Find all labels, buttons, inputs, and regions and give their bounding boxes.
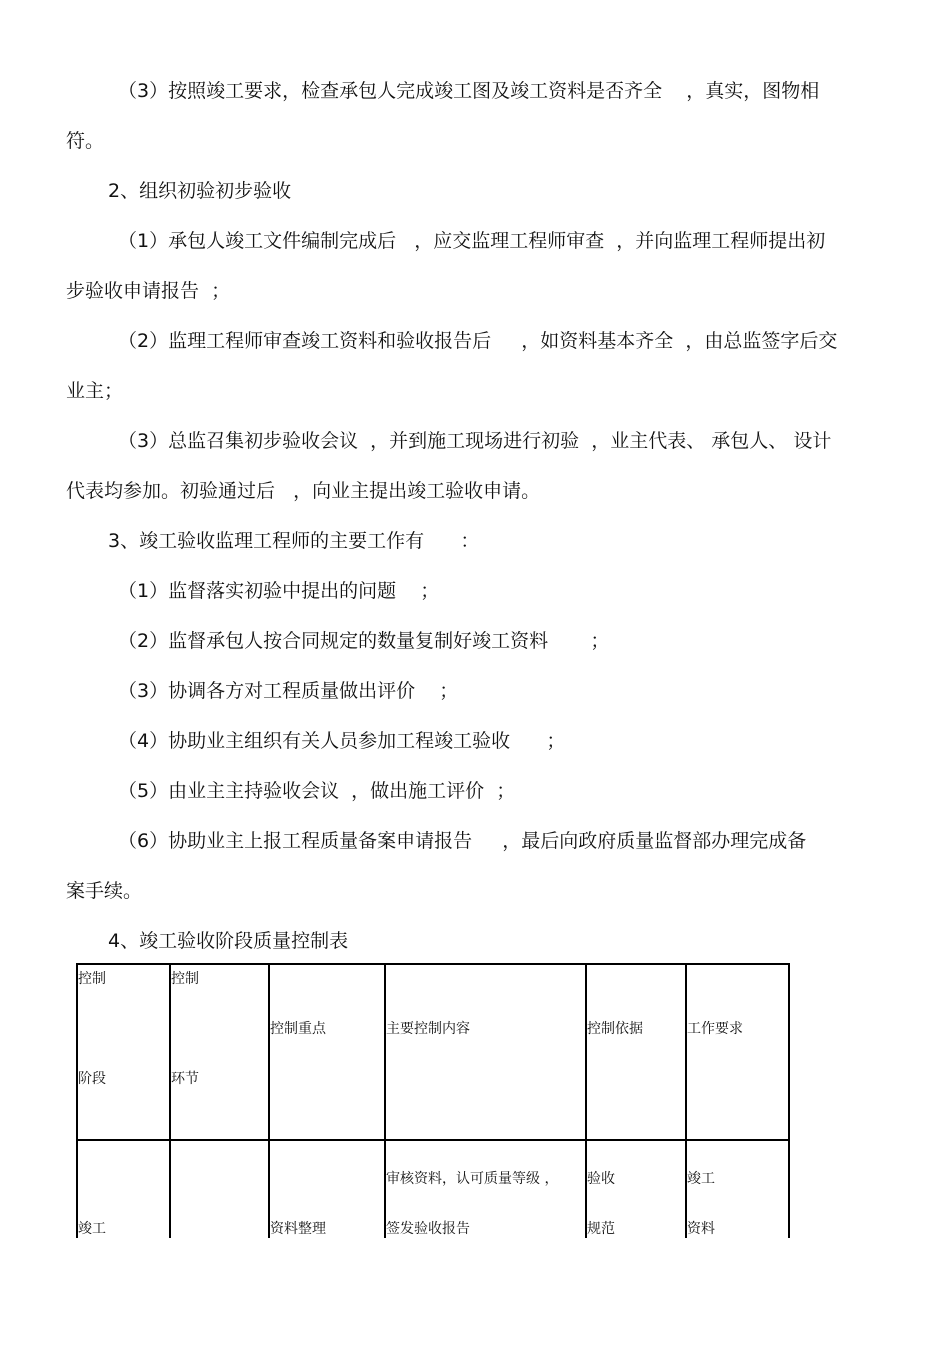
header-text: 控制 (171, 971, 199, 987)
paragraph-line: （2）监理工程师审查竣工资料和验收报告后 ，如资料基本齐全 ，由总监签字后交 (118, 330, 838, 352)
list-item: （3）协调各方对工程质量做出评价 ； (118, 680, 459, 702)
quality-control-table (76, 963, 790, 1281)
paragraph-line: 符。 (66, 130, 105, 152)
cell-text: 审核资料，认可质量等级 ， (386, 1171, 559, 1187)
paragraph-line: （3）按照竣工要求，检查承包人完成竣工图及竣工资料是否齐全 ，真实，图物相 (118, 80, 820, 102)
header-text: 环节 (171, 1071, 199, 1087)
paragraph-line: （3）总监召集初步验收会议 ，并到施工现场进行初验 ，业主代表、 承包人、 设计 (118, 430, 832, 452)
paragraph-line: （1）承包人竣工文件编制完成后 ，应交监理工程师审查 ，并向监理工程师提出初 (118, 230, 826, 252)
section-heading: 3、竣工验收监理工程师的主要工作有 ： (108, 530, 480, 552)
cell-text: 资料整理 (270, 1221, 326, 1237)
header-text: 控制重点 (270, 1021, 326, 1037)
table-header-cell (686, 964, 789, 1140)
list-item: （1）监督落实初验中提出的问题 ； (118, 580, 440, 602)
list-item: （2）监督承包人按合同规定的数量复制好竣工资料 ； (118, 630, 610, 652)
paragraph-line: 步验收申请报告 ； (66, 280, 231, 302)
cell-text: 验收 (587, 1171, 615, 1187)
header-text: 阶段 (78, 1071, 106, 1087)
page-cutoff (74, 1238, 794, 1345)
header-text: 工作要求 (687, 1021, 743, 1037)
header-text: 控制 (78, 971, 106, 987)
table-header-cell (77, 964, 170, 1140)
cell-text: 规范 (587, 1221, 615, 1237)
cell-text: 签发验收报告 (386, 1221, 470, 1237)
paragraph-line: 代表均参加。初验通过后 ，向业主提出竣工验收申请。 (66, 480, 541, 502)
table-header-cell (586, 964, 686, 1140)
table-header-row (77, 964, 789, 1140)
paragraph-line: 案手续。 (66, 880, 143, 902)
table-header-cell (170, 964, 269, 1140)
list-item: （4）协助业主组织有关人员参加工程竣工验收 ； (118, 730, 566, 752)
cell-text: 竣工 (687, 1171, 715, 1187)
paragraph-line: （6）协助业主上报工程质量备案申请报告 ，最后向政府质量监督部办理完成备 (118, 830, 807, 852)
header-text: 主要控制内容 (386, 1021, 470, 1037)
table-header-cell (385, 964, 586, 1140)
list-item: （5）由业主主持验收会议 ，做出施工评价 ； (118, 780, 516, 802)
section-heading: 4、竣工验收阶段质量控制表 (108, 930, 349, 952)
paragraph-line: 业主； (66, 380, 124, 402)
cell-text: 竣工 (78, 1221, 106, 1237)
cell-text: 资料 (687, 1221, 715, 1237)
section-heading: 2、组织初验初步验收 (108, 180, 292, 202)
header-text: 控制依据 (587, 1021, 643, 1037)
table-header-cell (269, 964, 385, 1140)
